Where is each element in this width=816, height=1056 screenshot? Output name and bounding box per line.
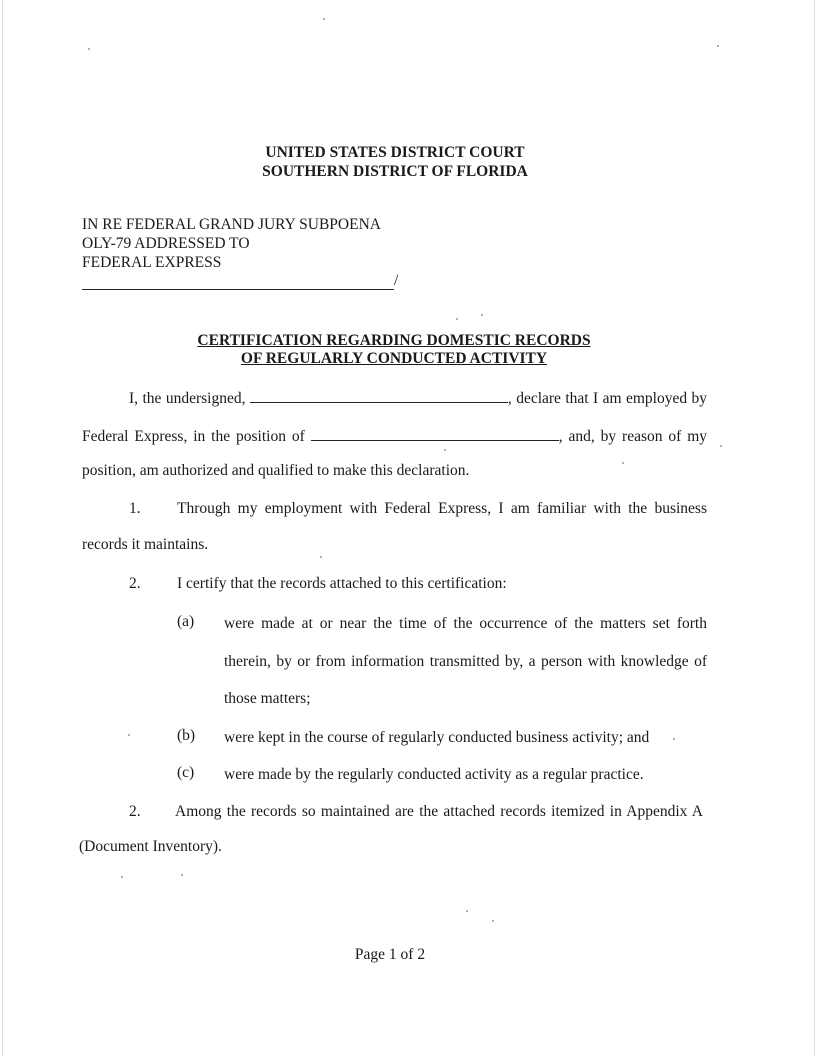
scan-edge-right: [814, 0, 815, 1056]
court-district: SOUTHERN DISTRICT OF FLORIDA: [262, 163, 528, 180]
item-c-label: (c): [177, 764, 195, 781]
scan-speck: [320, 556, 322, 558]
item-b-label: (b): [177, 727, 196, 744]
court-name: UNITED STATES DISTRICT COURT: [265, 144, 525, 161]
para2-number: 2.: [129, 575, 141, 592]
scan-speck: [88, 48, 90, 50]
document-title-line-1: CERTIFICATION REGARDING DOMESTIC RECORDS: [197, 332, 591, 349]
caption-line-2: OLY-79 ADDRESSED TO: [82, 235, 250, 252]
scan-speck: [323, 18, 325, 20]
item-a-line-3: those matters;: [224, 690, 311, 707]
item-c-line-1: were made by the regularly conducted activity as a regular practice.: [224, 766, 644, 783]
para1-line-2: records it maintains.: [82, 536, 209, 553]
scan-speck: [466, 910, 468, 912]
intro-text-2: , declare that I am employed by: [507, 390, 708, 407]
intro-line-1: [129, 388, 707, 409]
para2-text: I certify that the records attached to this certification:: [177, 575, 507, 592]
item-b-line-1: were kept in the course of regularly conducted business activity; and: [224, 729, 650, 746]
para1-line-1: Through my employment with Federal Express, I am familiar with the business: [177, 500, 707, 517]
scan-speck: [181, 874, 183, 876]
position-blank: [311, 426, 559, 441]
scan-speck: [673, 738, 675, 740]
caption-rule: [82, 289, 394, 290]
scan-speck: [121, 876, 123, 878]
intro-text-4: , and, by reason of my: [558, 428, 708, 445]
scan-speck: [720, 445, 722, 447]
name-blank: [250, 388, 508, 403]
para1-number: 1.: [129, 500, 141, 517]
caption-line-3: FEDERAL EXPRESS: [82, 254, 222, 271]
scan-speck: [481, 314, 483, 316]
page-number: Page 1 of 2: [354, 946, 426, 963]
item-a-label: (a): [177, 613, 195, 630]
intro-text-3: Federal Express, in the position of: [82, 428, 305, 445]
para3-number: 2.: [129, 803, 141, 820]
intro-line-2: [82, 426, 707, 447]
scan-speck: [128, 734, 130, 736]
intro-line-3: position, am authorized and qualified to make this declaration.: [82, 462, 470, 479]
scan-speck: [717, 45, 719, 47]
scan-speck: [492, 920, 494, 922]
scan-speck: [444, 449, 446, 451]
caption-slash: /: [394, 272, 399, 289]
scan-speck: [622, 462, 624, 464]
item-a-line-2: therein, by or from information transmitted by, a person with knowledge of: [224, 653, 707, 670]
scan-speck: [456, 318, 458, 320]
para3-line-2: (Document Inventory).: [79, 838, 222, 855]
para3-line-1: Among the records so maintained are the attached records itemized in Appendix A: [175, 803, 703, 820]
caption-line-1: IN RE FEDERAL GRAND JURY SUBPOENA: [82, 216, 381, 233]
intro-text-1: I, the undersigned,: [129, 390, 246, 407]
document-title-line-2: OF REGULARLY CONDUCTED ACTIVITY: [240, 350, 548, 367]
item-a-line-1: were made at or near the time of the occurrence of the matters set forth: [224, 615, 707, 632]
